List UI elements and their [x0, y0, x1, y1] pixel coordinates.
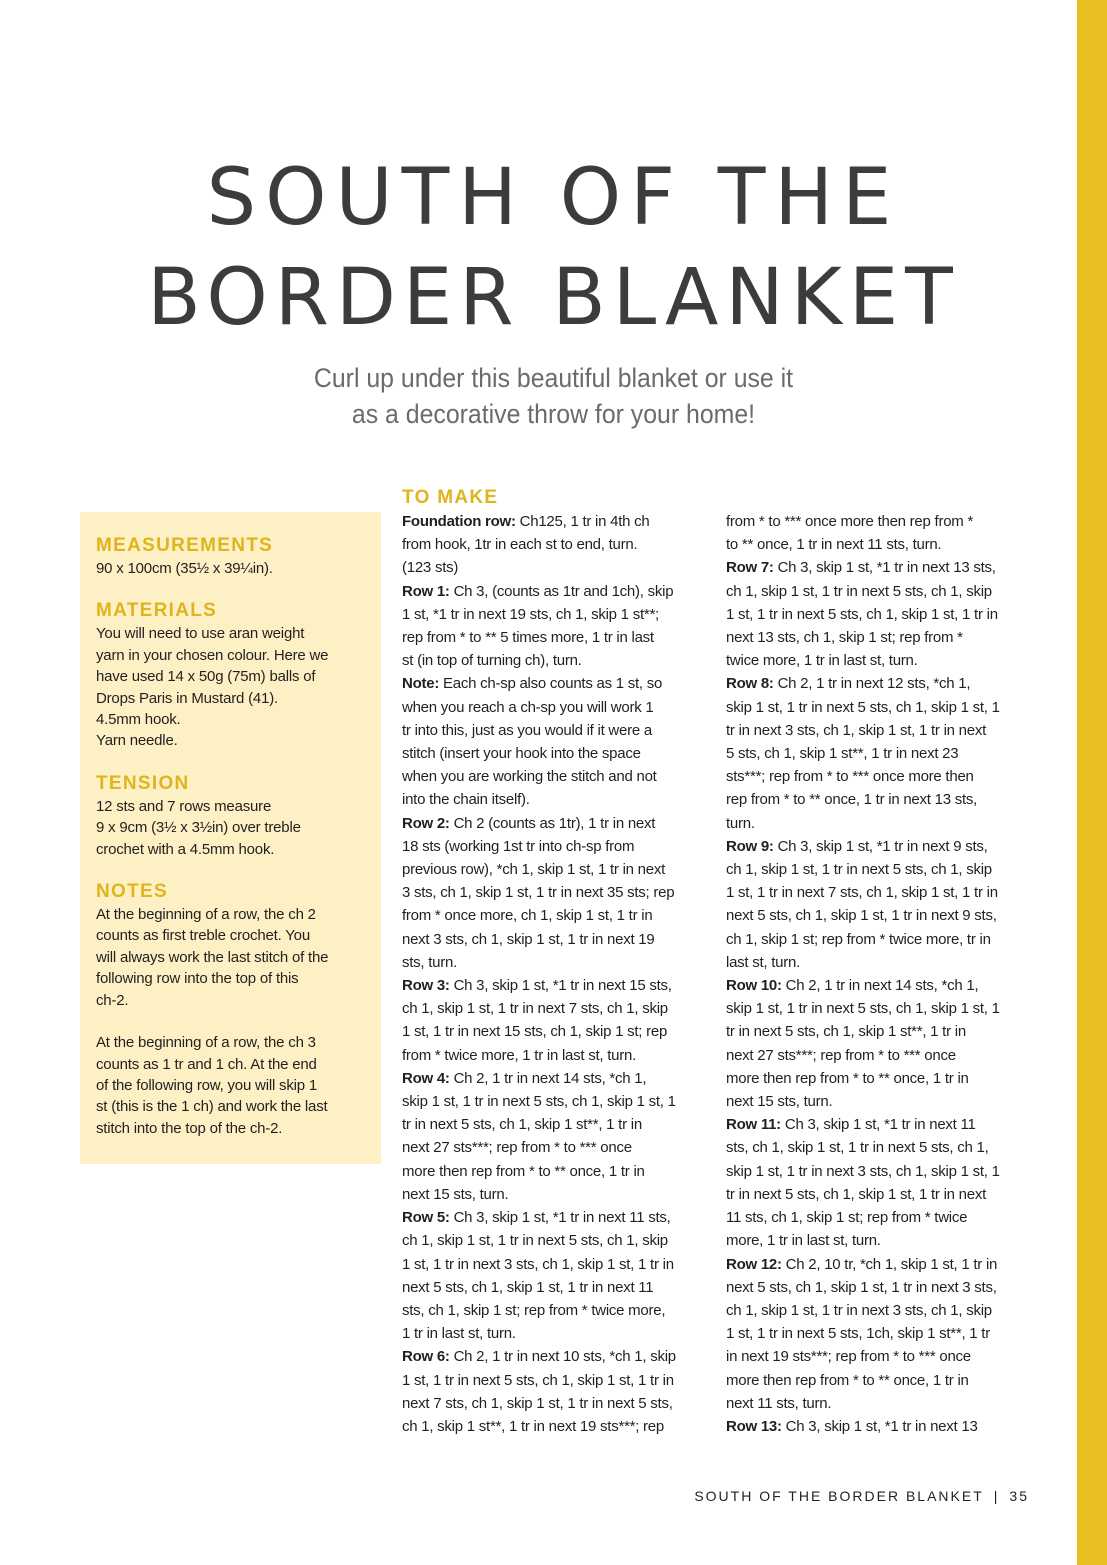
instruction-line: [402, 1044, 708, 1067]
notes-line: ch-2.: [96, 991, 129, 1009]
instruction-text: 5 sts, ch 1, skip 1 st**, 1 tr in next 23: [726, 745, 959, 763]
row-label: Row 9:: [726, 837, 774, 855]
notes-line: At the beginning of a row, the ch 3: [96, 1034, 316, 1052]
instruction-line: [402, 835, 708, 858]
instruction-line: [402, 580, 708, 603]
subtitle-line-1: Curl up under this beautiful blanket or use it: [313, 363, 794, 393]
instruction-text: tr in next 3 sts, ch 1, skip 1 st, 1 tr in next: [726, 721, 987, 739]
instruction-line: [726, 1322, 1032, 1345]
instruction-text: Ch 3, skip 1 st, *1 tr in next 9 sts,: [773, 837, 988, 855]
instruction-text: more, 1 tr in last st, turn.: [726, 1232, 881, 1250]
instruction-line: [726, 1183, 1032, 1206]
instruction-line: [402, 719, 708, 742]
instruction-line: [402, 1090, 708, 1113]
instruction-line: [402, 696, 708, 719]
instruction-line: [402, 1229, 708, 1252]
instruction-text: previous row), *ch 1, skip 1 st, 1 tr in next: [402, 861, 666, 879]
instruction-line: [402, 1299, 708, 1322]
instruction-text: last st, turn.: [726, 953, 801, 971]
instruction-line: [402, 928, 708, 951]
instruction-line: [402, 997, 708, 1020]
instruction-text: ch 1, skip 1 st, 1 tr in next 5 sts, ch 1, skip: [402, 1232, 668, 1250]
instruction-text: 1 st, 1 tr in next 5 sts, 1ch, skip 1 st**, 1 tr: [726, 1325, 990, 1343]
instruction-line: [402, 742, 708, 765]
subtitle-line-2: as a decorative throw for your home!: [351, 399, 756, 429]
row-label: Row 7:: [726, 559, 774, 577]
tension-line: crochet with a 4.5mm hook.: [96, 840, 275, 858]
instruction-line: [726, 904, 1032, 927]
instruction-line: [726, 672, 1032, 695]
instruction-text: 1 st, 1 tr in next 5 sts, ch 1, skip 1 st, 1 tr in: [402, 1371, 674, 1389]
instruction-text: 1 st, *1 tr in next 19 sts, ch 1, skip 1 st**;: [402, 605, 659, 623]
instruction-text: 3 sts, ch 1, skip 1 st, 1 tr in next 35 sts; rep: [402, 884, 675, 902]
instruction-line: [402, 1206, 708, 1229]
instruction-line: [726, 649, 1032, 672]
instruction-text: more then rep from * to ** once, 1 tr in: [402, 1162, 645, 1180]
instruction-line: [726, 1253, 1032, 1276]
notes-line: following row into the top of this: [96, 970, 299, 988]
row-label: Row 3:: [402, 977, 450, 995]
page-footer: [694, 1488, 1029, 1504]
instruction-text: ch 1, skip 1 st, 1 tr in next 3 sts, ch 1, skip: [726, 1301, 992, 1319]
instruction-line: [726, 1345, 1032, 1368]
instruction-text: next 27 sts***; rep from * to *** once: [402, 1139, 632, 1157]
instruction-text: ch 1, skip 1 st, 1 tr in next 7 sts, ch 1, skip: [402, 1000, 668, 1018]
materials-line: Yarn needle.: [96, 732, 178, 750]
instruction-line: [402, 812, 708, 835]
instruction-line: [726, 1044, 1032, 1067]
notes-line: of the following row, you will skip 1: [96, 1076, 318, 1094]
instruction-line: [402, 672, 708, 695]
instruction-text: skip 1 st, 1 tr in next 3 sts, ch 1, skip 1 st, 1: [726, 1162, 1000, 1180]
instruction-line: [402, 1020, 708, 1043]
instruction-line: [726, 788, 1032, 811]
instruction-text: into the chain itself).: [402, 791, 530, 809]
row-label: Foundation row:: [402, 513, 516, 530]
instruction-line: [726, 1229, 1032, 1252]
instruction-line: [402, 951, 708, 974]
materials-line: yarn in your chosen colour. Here we: [96, 646, 329, 664]
instruction-text: in next 19 sts***; rep from * to *** once: [726, 1348, 971, 1366]
notes-line: At the beginning of a row, the ch 2: [96, 906, 316, 924]
instruction-line: [402, 1369, 708, 1392]
instruction-text: Ch 3, skip 1 st, *1 tr in next 11: [780, 1116, 976, 1134]
instruction-text: skip 1 st, 1 tr in next 5 sts, ch 1, skip 1 st, 1: [726, 1000, 1000, 1018]
page-number: 35: [1009, 1488, 1029, 1504]
instruction-text: Ch 3, skip 1 st, *1 tr in next 13: [781, 1417, 978, 1435]
notes-line: stitch into the top of the ch-2.: [96, 1119, 283, 1137]
instruction-text: ch 1, skip 1 st, 1 tr in next 5 sts, ch 1, skip: [726, 582, 992, 600]
notes-line: counts as 1 tr and 1 ch. At the end: [96, 1055, 317, 1073]
row-label: Row 5:: [402, 1209, 450, 1227]
instruction-text: sts, ch 1, skip 1 st; rep from * twice more,: [402, 1301, 666, 1319]
instruction-text: rep from * to ** 5 times more, 1 tr in last: [402, 629, 654, 647]
tension-text: [96, 796, 372, 860]
notes-text: [96, 904, 372, 1139]
instruction-text: to ** once, 1 tr in next 11 sts, turn.: [726, 536, 942, 554]
instruction-line: [726, 580, 1032, 603]
instruction-text: Ch 2, 1 tr in next 14 sts, *ch 1,: [449, 1069, 647, 1087]
instruction-line: [402, 1276, 708, 1299]
instruction-text: 1 st, 1 tr in next 5 sts, ch 1, skip 1 st, 1 tr in: [726, 605, 998, 623]
instruction-line: [726, 556, 1032, 579]
instruction-text: 11 sts, ch 1, skip 1 st; rep from * twice: [726, 1209, 968, 1227]
instruction-line: [726, 881, 1032, 904]
row-label: Row 13:: [726, 1417, 782, 1435]
instruction-line: [726, 765, 1032, 788]
instruction-line: [726, 1090, 1032, 1113]
footer-title: SOUTH OF THE BORDER BLANKET: [694, 1488, 984, 1504]
instructions-column-2: [726, 510, 1032, 1438]
instruction-line: [726, 696, 1032, 719]
instruction-text: 1 st, 1 tr in next 7 sts, ch 1, skip 1 st, 1 tr in: [726, 884, 998, 902]
instruction-line: [726, 928, 1032, 951]
instruction-text: when you reach a ch-sp you will work 1: [402, 698, 654, 716]
instruction-line: [726, 1160, 1032, 1183]
instruction-line: [726, 719, 1032, 742]
instruction-text: 1 st, 1 tr in next 15 sts, ch 1, skip 1 st; rep: [402, 1023, 668, 1041]
notes-heading: NOTES: [96, 881, 168, 903]
instruction-text: next 5 sts, ch 1, skip 1 st, 1 tr in next 3 sts,: [726, 1278, 997, 1296]
instruction-text: stitch (insert your hook into the space: [402, 745, 641, 763]
instruction-line: [726, 1067, 1032, 1090]
instruction-line: [726, 858, 1032, 881]
instruction-text: next 7 sts, ch 1, skip 1 st, 1 tr in next 5 sts,: [402, 1394, 673, 1412]
instruction-text: when you are working the stitch and not: [402, 768, 657, 786]
instruction-line: [726, 1136, 1032, 1159]
instruction-text: ch 1, skip 1 st, 1 tr in next 5 sts, ch 1, skip: [726, 861, 992, 879]
instruction-line: [726, 1415, 1032, 1438]
instruction-line: [402, 1067, 708, 1090]
instruction-line: [402, 904, 708, 927]
instructions-column-1: [402, 486, 708, 1438]
tension-line: 9 x 9cm (3½ x 3½in) over treble: [96, 819, 301, 837]
instruction-text: st (in top of turning ch), turn.: [402, 652, 582, 670]
instruction-line: [726, 1206, 1032, 1229]
instruction-line: [402, 1345, 708, 1368]
instruction-text: next 27 sts***; rep from * to *** once: [726, 1046, 956, 1064]
materials-text: [96, 623, 372, 751]
instruction-line: [402, 626, 708, 649]
instruction-text: sts***; rep from * to *** once more then: [726, 768, 974, 786]
instruction-line: [402, 510, 708, 533]
instruction-line: [726, 974, 1032, 997]
instruction-line: [402, 649, 708, 672]
instruction-line: [726, 1276, 1032, 1299]
instruction-line: [402, 974, 708, 997]
row-label: Row 10:: [726, 977, 782, 995]
instruction-line: [726, 1392, 1032, 1415]
instruction-line: [726, 1299, 1032, 1322]
instruction-text: next 15 sts, turn.: [402, 1185, 509, 1203]
page-title: [0, 148, 1107, 348]
footer-separator: |: [993, 1488, 1000, 1504]
instruction-line: [726, 1020, 1032, 1043]
notes-line: st (this is the 1 ch) and work the last: [96, 1098, 328, 1116]
instruction-text: from hook, 1tr in each st to end, turn.: [402, 536, 638, 554]
instruction-text: next 3 sts, ch 1, skip 1 st, 1 tr in next 19: [402, 930, 655, 948]
instruction-line: [402, 1415, 708, 1438]
row-label: Row 12:: [726, 1255, 782, 1273]
info-sidebar: [80, 512, 381, 1164]
instruction-line: [402, 881, 708, 904]
instruction-text: (123 sts): [402, 559, 459, 577]
instruction-line: [726, 742, 1032, 765]
instruction-text: Ch 3, skip 1 st, *1 tr in next 13 sts,: [773, 559, 996, 577]
notes-paragraph-2: [96, 1032, 372, 1139]
instruction-text: 1 st, 1 tr in next 3 sts, ch 1, skip 1 st, 1 tr in: [402, 1255, 674, 1273]
instruction-text: from * to *** once more then rep from *: [726, 513, 974, 530]
row-label: Row 11:: [726, 1116, 781, 1134]
instruction-line: [402, 1253, 708, 1276]
measurements-heading: MEASUREMENTS: [96, 535, 274, 556]
instruction-line: [726, 1369, 1032, 1392]
instruction-text: Ch 2, 1 tr in next 10 sts, *ch 1, skip: [449, 1348, 676, 1366]
notes-line: will always work the last stitch of the: [96, 948, 329, 966]
instruction-text: next 5 sts, ch 1, skip 1 st, 1 tr in next 11: [402, 1278, 654, 1296]
measurements-text: 90 x 100cm (35½ x 39¼in).: [96, 560, 273, 577]
instruction-line: [402, 603, 708, 626]
instruction-text: tr in next 5 sts, ch 1, skip 1 st**, 1 tr in: [402, 1116, 642, 1134]
tension-line: 12 sts and 7 rows measure: [96, 797, 272, 815]
instruction-line: [402, 1322, 708, 1345]
instruction-text: tr in next 5 sts, ch 1, skip 1 st**, 1 tr in: [726, 1023, 966, 1041]
notes-line: counts as first treble crochet. You: [96, 927, 310, 945]
row-label: Row 2:: [402, 814, 450, 832]
instruction-line: [402, 1113, 708, 1136]
materials-line: Drops Paris in Mustard (41).: [96, 689, 278, 707]
instruction-line: [402, 1136, 708, 1159]
materials-heading: MATERIALS: [96, 600, 218, 622]
instruction-line: [402, 1392, 708, 1415]
instruction-text: twice more, 1 tr in last st, turn.: [726, 652, 918, 670]
instruction-line: [402, 1183, 708, 1206]
instruction-line: [726, 951, 1032, 974]
instruction-text: next 13 sts, ch 1, skip 1 st; rep from *: [726, 629, 963, 647]
instruction-line: [402, 765, 708, 788]
instruction-text: Ch 3, (counts as 1tr and 1ch), skip: [449, 582, 674, 600]
instruction-text: Each ch-sp also counts as 1 st, so: [439, 675, 663, 693]
subtitle: [0, 360, 1107, 432]
instruction-text: skip 1 st, 1 tr in next 5 sts, ch 1, skip 1 st, 1: [402, 1093, 676, 1111]
materials-line: 4.5mm hook.: [96, 711, 181, 729]
row-label: Row 1:: [402, 582, 450, 600]
instruction-text: Ch 3, skip 1 st, *1 tr in next 11 sts,: [449, 1209, 671, 1227]
instruction-line: [726, 510, 1032, 533]
instruction-text: Ch 3, skip 1 st, *1 tr in next 15 sts,: [449, 977, 672, 995]
instruction-text: tr in next 5 sts, ch 1, skip 1 st, 1 tr in next: [726, 1185, 987, 1203]
instruction-text: Ch 2, 1 tr in next 12 sts, *ch 1,: [773, 675, 971, 693]
title-line-1: SOUTH OF THE: [206, 153, 901, 243]
instruction-text: more then rep from * to ** once, 1 tr in: [726, 1371, 969, 1389]
instruction-text: Ch125, 1 tr in 4th ch: [515, 513, 650, 530]
row-label: Row 6:: [402, 1348, 450, 1366]
notes-paragraph-1: [96, 904, 372, 1011]
instruction-text: next 11 sts, turn.: [726, 1394, 832, 1412]
instruction-line: [726, 1113, 1032, 1136]
instruction-text: ch 1, skip 1 st; rep from * twice more, tr in: [726, 930, 991, 948]
instruction-text: from * once more, ch 1, skip 1 st, 1 tr in: [402, 907, 653, 925]
instruction-text: skip 1 st, 1 tr in next 5 sts, ch 1, skip 1 st, 1: [726, 698, 1000, 716]
instruction-line: [726, 997, 1032, 1020]
instruction-text: sts, ch 1, skip 1 st, 1 tr in next 5 sts, ch 1,: [726, 1139, 989, 1157]
instruction-text: 1 tr in last st, turn.: [402, 1325, 516, 1343]
instruction-text: next 5 sts, ch 1, skip 1 st, 1 tr in next 9 sts,: [726, 907, 997, 925]
instruction-text: Ch 2, 10 tr, *ch 1, skip 1 st, 1 tr in: [781, 1255, 998, 1273]
instruction-line: [726, 812, 1032, 835]
instruction-text: rep from * to ** once, 1 tr in next 13 sts,: [726, 791, 978, 809]
row-label: Note:: [402, 675, 440, 693]
instruction-line: [402, 788, 708, 811]
instruction-text: tr into this, just as you would if it were a: [402, 721, 652, 739]
row-label: Row 8:: [726, 675, 774, 693]
tension-heading: TENSION: [96, 772, 190, 794]
instruction-text: Ch 2, 1 tr in next 14 sts, *ch 1,: [781, 977, 979, 995]
row-label: Row 4:: [402, 1069, 450, 1087]
instruction-line: [726, 626, 1032, 649]
materials-line: have used 14 x 50g (75m) balls of: [96, 668, 316, 686]
instruction-line: [726, 835, 1032, 858]
instruction-line: [402, 858, 708, 881]
instruction-line: [402, 1160, 708, 1183]
instruction-text: sts, turn.: [402, 953, 458, 971]
instruction-line: [402, 556, 708, 579]
instruction-text: next 15 sts, turn.: [726, 1093, 833, 1111]
instruction-line: [402, 533, 708, 556]
instruction-text: more then rep from * to ** once, 1 tr in: [726, 1069, 969, 1087]
instruction-text: turn.: [726, 814, 755, 832]
instruction-text: 18 sts (working 1st tr into ch-sp from: [402, 837, 635, 855]
instruction-text: from * twice more, 1 tr in last st, turn.: [402, 1046, 636, 1064]
to-make-heading: TO MAKE: [402, 487, 499, 508]
instruction-text: Ch 2 (counts as 1tr), 1 tr in next: [449, 814, 656, 832]
instruction-text: ch 1, skip 1 st**, 1 tr in next 19 sts***; rep: [402, 1417, 664, 1435]
title-line-2: BORDER BLANKET: [147, 253, 960, 343]
materials-line: You will need to use aran weight: [96, 625, 305, 643]
instruction-line: [726, 533, 1032, 556]
instruction-line: [726, 603, 1032, 626]
